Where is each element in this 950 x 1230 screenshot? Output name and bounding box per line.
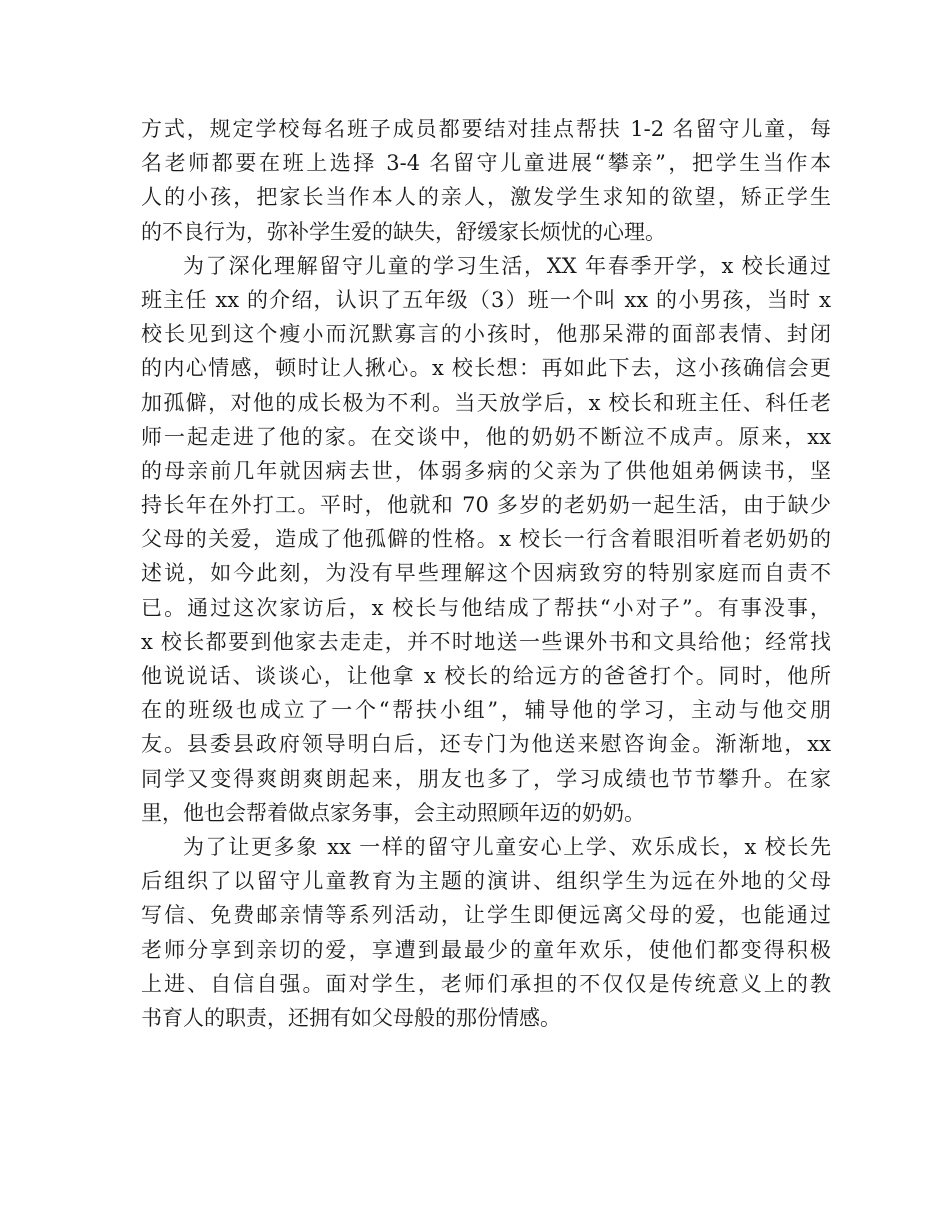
paragraph <box>141 112 831 249</box>
text-line: 的母亲前几年就因病去世，体弱多病的父亲为了供他姐弟俩读书，坚 <box>141 458 831 483</box>
text-line: 已。通过这次家访后，x 校长与他结成了帮扶“小对子”。有事没事， <box>141 595 831 620</box>
text-line: 人的小孩，把家长当作本人的亲人，激发学生求知的欲望，矫正学生 <box>141 185 831 210</box>
text-line: 他说说话、谈谈心，让他拿 x 校长的给远方的爸爸打个。同时，他所 <box>141 664 831 688</box>
text-line: 校长见到这个瘦小而沉默寡言的小孩时，他那呆滞的面部表情、封闭 <box>141 322 831 347</box>
text-line: 述说，如今此刻，为没有早些理解这个因病致穷的特别家庭而自责不 <box>141 561 831 586</box>
text-line: 在的班级也成立了一个“帮扶小组”，辅导他的学习，主动与他交朋 <box>141 698 831 723</box>
text-line: 同学又变得爽朗爽朗起来，朋友也多了，学习成绩也节节攀升。在家 <box>141 766 831 791</box>
paragraph <box>141 249 831 830</box>
text-line: 父母的关爱，造成了他孤僻的性格。x 校长一行含着眼泪听着老奶奶的 <box>141 527 831 552</box>
text-line: 加孤僻，对他的成长极为不利。当天放学后，x 校长和班主任、科任老 <box>141 390 831 415</box>
text-line: 师一起走进了他的家。在交谈中，他的奶奶不断泣不成声。原来，xx <box>141 424 831 449</box>
text-line: 里，他也会帮着做点家务事，会主动照顾年迈的奶奶。 <box>141 800 645 825</box>
text-line: 书育人的职责，还拥有如父母般的那份情感。 <box>141 1005 561 1030</box>
paragraph <box>141 830 831 1035</box>
text-line: 写信、免费邮亲情等系列活动，让学生即便远离父母的爱，也能通过 <box>141 903 831 928</box>
text-line: 为了让更多象 xx 一样的留守儿童安心上学、欢乐成长，x 校长先 <box>183 834 831 859</box>
text-line: 的内心情感，顿时让人揪心。x 校长想：再如此下去，这小孩确信会更 <box>141 356 831 381</box>
document-body <box>141 112 831 1035</box>
text-line: 友。县委县政府领导明白后，还专门为他送来慰咨询金。渐渐地，xx <box>141 732 831 757</box>
text-line: x 校长都要到他家去走走，并不时地送一些课外书和文具给他；经常找 <box>141 629 831 654</box>
text-line: 的不良行为，弥补学生爱的缺失，舒缓家长烦忧的心理。 <box>141 219 666 244</box>
text-line: 上进、自信自强。面对学生，老师们承担的不仅仅是传统意义上的教 <box>141 971 831 996</box>
text-line: 名老师都要在班上选择 3-4 名留守儿童进展“攀亲”，把学生当作本 <box>141 151 831 176</box>
text-line: 持长年在外打工。平时，他就和 70 多岁的老奶奶一起生活，由于缺少 <box>141 493 831 518</box>
text-line: 班主任 xx 的介绍，认识了五年级（3）班一个叫 xx 的小男孩，当时 x <box>141 287 831 312</box>
text-line: 老师分享到亲切的爱，享遭到最最少的童年欢乐，使他们都变得积极 <box>141 937 831 962</box>
text-line: 方式，规定学校每名班子成员都要结对挂点帮扶 1-2 名留守儿童，每 <box>141 117 831 141</box>
text-line: 为了深化理解留守儿童的学习生活，XX 年春季开学，x 校长通过 <box>183 253 831 278</box>
text-line: 后组织了以留守儿童教育为主题的演讲、组织学生为远在外地的父母 <box>141 869 831 894</box>
